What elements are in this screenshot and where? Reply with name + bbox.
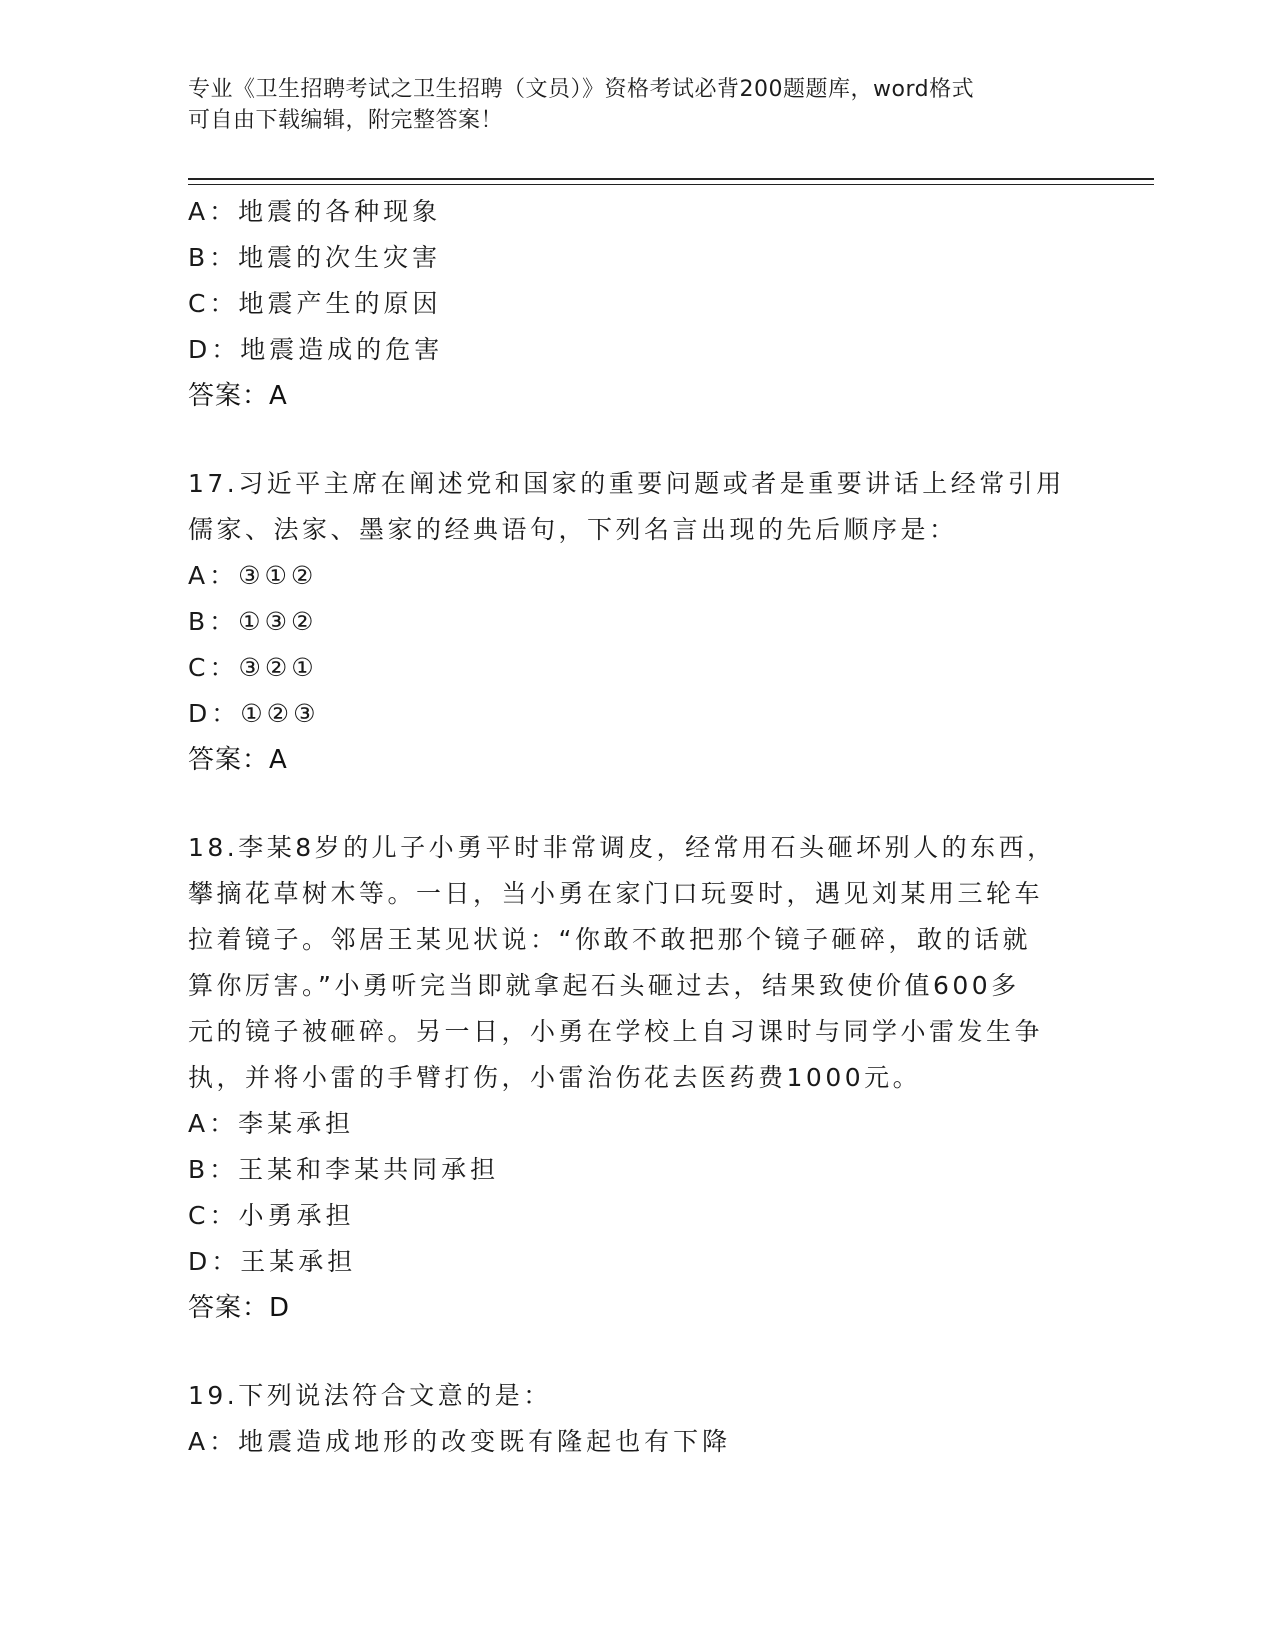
question-list [188,189,1088,1465]
question-stem-line: 算你厉害。”小勇听完当即就拿起石头砸过去，结果致使价值600多 [188,971,1020,1000]
option-a: A：地震造成地形的改变既有隆起也有下降 [188,1427,732,1456]
question-17 [188,461,1088,783]
option-b: B：王某和李某共同承担 [188,1155,500,1184]
document-header [188,74,1088,136]
header-line-2: 可自由下载编辑，附完整答案！ [188,108,504,133]
option-c: C：地震产生的原因 [188,289,442,318]
answer: 答案：D [188,1293,291,1323]
question-stem-line: 攀摘花草树木等。一日，当小勇在家门口玩耍时，遇见刘某用三轮车 [188,879,1044,908]
option-d: D：王某承担 [188,1247,357,1276]
answer: 答案：A [188,745,288,775]
question-stem-line: 儒家、法家、墨家的经典语句，下列名言出现的先后顺序是： [188,515,958,544]
spacer [188,783,1088,825]
option-b: B：①③② [188,607,318,636]
question-stem-line: 17.习近平主席在阐述党和国家的重要问题或者是重要讲话上经常引用 [188,469,1065,498]
question-stem-line: 拉着镜子。邻居王某见状说：“你敢不敢把那个镜子砸碎，敢的话就 [188,925,1031,954]
header-divider-thin [188,184,1154,185]
question-stem-line: 元的镜子被砸碎。另一日，小勇在学校上自习课时与同学小雷发生争 [188,1017,1044,1046]
option-d: D：地震造成的危害 [188,335,444,364]
option-a: A：地震的各种现象 [188,197,442,226]
option-d: D：①②③ [188,699,320,728]
option-a: A：李某承担 [188,1109,355,1138]
answer: 答案：A [188,381,288,411]
option-b: B：地震的次生灾害 [188,243,442,272]
question-stem-line: 19.下列说法符合文意的是： [188,1381,552,1410]
option-a: A：③①② [188,561,318,590]
question-stem-line: 执，并将小雷的手臂打伤，小雷治伤花去医药费1000元。 [188,1063,922,1092]
question-19 [188,1373,1088,1465]
question-stem-line: 18.李某8岁的儿子小勇平时非常调皮，经常用石头砸坏别人的东西， [188,833,1056,862]
question-16 [188,189,1088,419]
option-c: C：小勇承担 [188,1201,355,1230]
question-18 [188,825,1088,1331]
spacer [188,419,1088,461]
header-line-1: 专业《卫生招聘考试之卫生招聘（文员）》资格考试必背200题题库，word格式 [188,77,975,102]
spacer [188,1331,1088,1373]
header-divider-thick [188,178,1154,180]
option-c: C：③②① [188,653,318,682]
